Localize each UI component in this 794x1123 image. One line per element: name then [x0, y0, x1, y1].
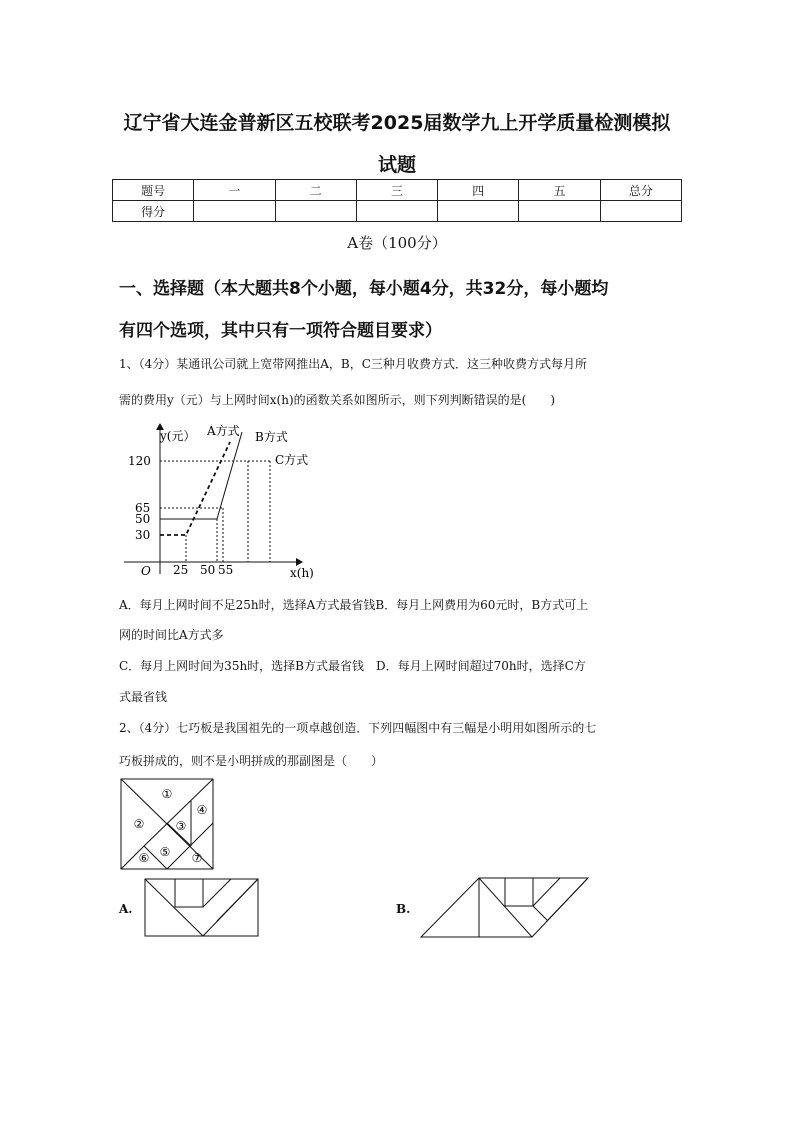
y-tick-65: 65	[135, 501, 151, 515]
y-tick-50: 50	[135, 512, 151, 526]
exam-title-line2: 试题	[377, 154, 416, 176]
label-a-method: A方式	[207, 424, 240, 438]
tangram-piece-3: ③	[175, 819, 187, 833]
score-table-cell: 五	[519, 180, 600, 201]
label-b-method: B方式	[255, 430, 288, 444]
tangram-piece-6: ⑥	[138, 851, 150, 865]
y-tick-30: 30	[135, 528, 151, 542]
y-axis-label: y(元）	[160, 429, 196, 443]
label-c-method: C方式	[275, 453, 309, 467]
q1-option-a-b-line2: 网的时间比A方式多	[119, 628, 224, 642]
part1-heading-line1: 一、选择题（本大题共8个小题，每小题4分，共32分，每小题均	[119, 279, 609, 299]
score-table-score-row	[113, 201, 682, 222]
origin-label: O	[141, 564, 151, 578]
x-tick-25: 25	[173, 563, 189, 577]
x-tick-55: 55	[218, 563, 234, 577]
score-input-cell[interactable]	[194, 201, 275, 222]
score-table-cell: 总分	[600, 180, 681, 201]
q2-text-line1: 2、（4分）七巧板是我国祖先的一项卓越创造．下列四幅图中有三幅是小明用如图所示的七	[119, 721, 597, 735]
q2-option-b-figure[interactable]	[420, 877, 592, 939]
exam-title-line1: 辽宁省大连金普新区五校联考2025届数学九上开学质量检测模拟	[123, 112, 671, 134]
tangram-piece-4: ④	[196, 803, 208, 817]
q2-option-b-label[interactable]: B.	[396, 902, 411, 916]
score-table-cell: 题号	[113, 180, 194, 201]
x-tick-50: 50	[200, 563, 216, 577]
q1-text-line1: 1、（4分）某通讯公司就上宽带网推出A，B，C三种月收费方式．这三种收费方式每月所	[119, 357, 587, 371]
score-input-cell[interactable]	[356, 201, 437, 222]
tangram-piece-5: ⑤	[159, 845, 171, 859]
tangram-piece-1: ①	[161, 787, 173, 801]
section-heading: A卷（100分）	[347, 234, 447, 252]
y-tick-120: 120	[128, 454, 151, 468]
q2-option-a-figure[interactable]	[144, 878, 260, 938]
tangram-piece-2: ②	[133, 817, 145, 831]
q1-option-c-d-line1: C．每月上网时间为35h时，选择B方式最省钱 D．每月上网时间超过70h时，选择C方	[119, 659, 586, 673]
score-input-cell[interactable]	[600, 201, 681, 222]
tangram-square	[120, 778, 216, 872]
score-table-cell: 三	[356, 180, 437, 201]
score-input-cell[interactable]	[519, 201, 600, 222]
score-table-header-row	[113, 180, 682, 201]
q2-option-a-label[interactable]: A.	[119, 902, 133, 916]
line-b-method	[160, 432, 242, 519]
score-table-row-label: 得分	[113, 201, 194, 222]
part1-heading-line2: 有四个选项，其中只有一项符合题目要求）	[119, 321, 442, 341]
q1-text-line2: 需的费用y（元）与上网时间x(h)的函数关系如图所示，则下列判断错误的是( )	[119, 393, 556, 407]
tangram-piece-7: ⑦	[191, 851, 203, 865]
score-input-cell[interactable]	[438, 201, 519, 222]
line-a-method	[160, 442, 230, 535]
q1-fee-graph	[120, 422, 320, 582]
q1-option-a-b-line1: A．每月上网时间不足25h时，选择A方式最省钱B．每月上网费用为60元时，B方式可上	[119, 598, 589, 612]
score-input-cell[interactable]	[275, 201, 356, 222]
score-table-cell: 一	[194, 180, 275, 201]
score-table-cell: 二	[275, 180, 356, 201]
q1-option-c-d-line2: 式最省钱	[119, 690, 168, 704]
q2-text-line2: 巧板拼成的，则不是小明拼成的那副图是（ ）	[119, 754, 384, 768]
score-table-cell: 四	[438, 180, 519, 201]
x-axis-label: x(h)	[290, 566, 314, 580]
score-table	[112, 179, 682, 222]
